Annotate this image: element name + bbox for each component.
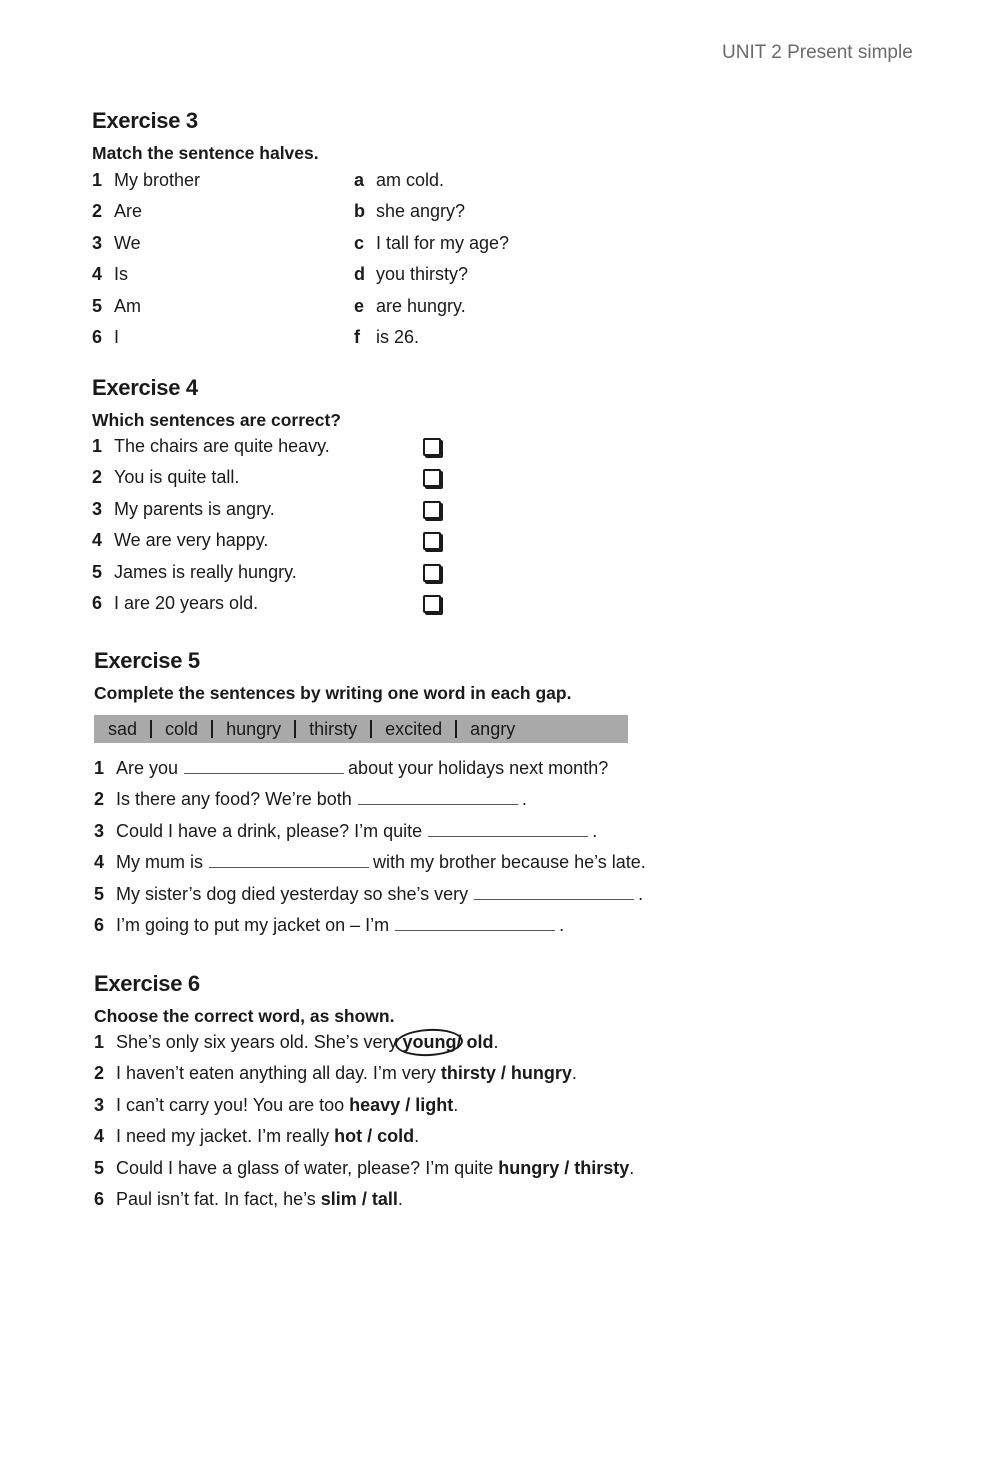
- sentence-text: I are 20 years old.: [114, 592, 259, 613]
- sentence-end: .: [629, 1157, 635, 1178]
- sentence-start: I: [114, 326, 120, 347]
- exercise-6-instruction: Choose the correct word, as shown.: [94, 1006, 395, 1026]
- sentence-end: .: [414, 1126, 420, 1147]
- item-number: 5: [92, 561, 103, 582]
- list-item: [94, 910, 854, 941]
- list-item: [94, 1184, 854, 1215]
- sentence-before: My mum is: [116, 852, 203, 873]
- list-item: [92, 431, 852, 462]
- list-item: [94, 753, 854, 784]
- item-letter: a: [354, 170, 365, 190]
- option-one[interactable]: hungry: [498, 1157, 560, 1178]
- sentence-end: .: [397, 1188, 403, 1209]
- answer-gap[interactable]: [428, 818, 588, 837]
- word-box-item: cold: [165, 718, 199, 739]
- option-one[interactable]: thirsty: [440, 1063, 496, 1084]
- sentence-end: are hungry.: [376, 295, 466, 316]
- sentence-before: Could I have a drink, please? I’m quite: [116, 820, 423, 841]
- option-one[interactable]: slim: [320, 1188, 357, 1209]
- option-one-circled[interactable]: young: [402, 1032, 457, 1052]
- answer-gap[interactable]: [474, 881, 634, 900]
- sentence-start: My brother: [114, 170, 201, 190]
- item-number: 4: [94, 1126, 105, 1147]
- sentence-after: .: [559, 914, 565, 935]
- item-number: 4: [94, 852, 105, 873]
- answer-checkbox[interactable]: [423, 501, 441, 519]
- option-slash: /: [361, 1188, 367, 1209]
- match-list: [92, 165, 852, 353]
- item-number: 3: [94, 820, 105, 841]
- answer-checkbox[interactable]: [423, 469, 441, 487]
- sentence-end: .: [453, 1094, 459, 1115]
- list-item: [92, 525, 852, 556]
- sentence-text: The chairs are quite heavy.: [114, 436, 330, 456]
- answer-gap[interactable]: [184, 755, 344, 774]
- list-item: [94, 816, 854, 847]
- sentence-before: Paul isn’t fat. In fact, he’s: [116, 1188, 316, 1209]
- sentence-start: Is: [114, 264, 129, 285]
- option-slash: /: [564, 1157, 570, 1178]
- item-number: 6: [92, 592, 103, 613]
- word-box: [94, 715, 628, 743]
- sentence-start: Am: [114, 295, 141, 316]
- item-number: 2: [92, 201, 103, 222]
- option-slash: /: [456, 1032, 462, 1052]
- exercise-4: [92, 375, 852, 619]
- item-number: 6: [94, 1188, 105, 1209]
- list-item: [92, 588, 852, 619]
- item-number: 5: [92, 295, 103, 316]
- match-row: [92, 259, 852, 290]
- sentence-before: Could I have a glass of water, please? I’m quite: [116, 1157, 494, 1178]
- sentence-end: I tall for my age?: [376, 232, 510, 253]
- option-two[interactable]: tall: [371, 1188, 398, 1209]
- word-box-item: sad: [108, 718, 138, 739]
- option-two[interactable]: hungry: [510, 1063, 572, 1084]
- word-box-item: hungry: [226, 718, 282, 739]
- item-letter: c: [354, 232, 365, 253]
- answer-checkbox[interactable]: [423, 532, 441, 550]
- sentence-after: .: [638, 883, 644, 904]
- option-slash: /: [500, 1063, 506, 1084]
- sentence-before: I’m going to put my jacket on – I’m: [116, 914, 390, 935]
- answer-checkbox[interactable]: [423, 438, 441, 456]
- sentence-before: My sister’s dog died yesterday so she’s very: [116, 883, 469, 904]
- option-two[interactable]: light: [415, 1094, 454, 1115]
- item-number: 1: [94, 758, 105, 778]
- exercise-6-title: Exercise 6: [94, 971, 200, 996]
- exercise-6: [94, 971, 854, 1215]
- item-number: 5: [94, 883, 105, 904]
- list-item: [94, 1121, 854, 1152]
- sentence-end: .: [571, 1063, 577, 1084]
- exercise-5-title: Exercise 5: [94, 648, 200, 673]
- item-number: 6: [94, 914, 105, 935]
- answer-gap[interactable]: [358, 786, 518, 805]
- answer-gap[interactable]: [209, 849, 369, 868]
- word-box-item: angry: [470, 718, 516, 739]
- sentence-before: She’s only six years old. She’s very: [116, 1032, 398, 1052]
- answer-checkbox[interactable]: [423, 564, 441, 582]
- exercise-3-instruction: Match the sentence halves.: [92, 143, 319, 163]
- exercise-4-instruction: Which sentences are correct?: [92, 410, 341, 430]
- exercise-5: [94, 648, 854, 941]
- list-item: [94, 1027, 854, 1058]
- list-item: [92, 462, 852, 493]
- item-number: 3: [94, 1094, 105, 1115]
- sentence-after: .: [521, 789, 527, 810]
- item-number: 3: [92, 498, 103, 519]
- match-row: [92, 228, 852, 259]
- item-letter: d: [354, 264, 365, 285]
- item-number: 3: [92, 232, 103, 253]
- exercise-3: [92, 108, 852, 353]
- answer-checkbox[interactable]: [423, 595, 441, 613]
- sentence-start: We: [114, 232, 141, 253]
- list-item: [94, 1090, 854, 1121]
- exercise-5-instruction: Complete the sentences by writing one word in each gap.: [94, 683, 572, 703]
- sentence-end: .: [493, 1032, 499, 1052]
- option-one[interactable]: heavy: [349, 1094, 401, 1115]
- option-two[interactable]: old: [466, 1032, 494, 1052]
- answer-gap[interactable]: [395, 912, 555, 931]
- item-number: 5: [94, 1157, 105, 1178]
- word-box-item: thirsty: [309, 718, 358, 739]
- correct-list: [92, 431, 852, 619]
- match-row: [92, 291, 852, 322]
- sentence-before: I need my jacket. I’m really: [116, 1126, 330, 1147]
- item-letter: b: [354, 201, 365, 222]
- sentence-before: Are you: [116, 758, 179, 778]
- item-letter: f: [354, 326, 360, 347]
- sentence-text: You is quite tall.: [114, 467, 240, 488]
- sentence-text: My parents is angry.: [114, 498, 275, 519]
- choice-list: [94, 1027, 854, 1215]
- sentence-after: with my brother because he’s late.: [373, 852, 646, 873]
- item-number: 2: [94, 1063, 105, 1084]
- gap-fill-list: [94, 753, 854, 941]
- list-item: [94, 1153, 854, 1184]
- exercise-4-title: Exercise 4: [92, 375, 198, 400]
- list-item: [94, 1058, 854, 1089]
- sentence-end: is 26.: [376, 326, 420, 347]
- item-number: 1: [92, 436, 103, 456]
- item-number: 1: [92, 170, 103, 190]
- match-row: [92, 322, 852, 353]
- option-one[interactable]: hot: [334, 1126, 363, 1147]
- option-slash: /: [367, 1126, 373, 1147]
- word-box-item: excited: [385, 718, 443, 739]
- list-item: [92, 557, 852, 588]
- sentence-before: I can’t carry you! You are too: [116, 1094, 345, 1115]
- item-number: 2: [92, 467, 103, 488]
- match-row: [92, 165, 852, 196]
- exercise-3-title: Exercise 3: [92, 108, 198, 133]
- sentence-before: I haven’t eaten anything all day. I’m very: [116, 1063, 436, 1084]
- sentence-end: am cold.: [376, 170, 445, 190]
- sentence-text: We are very happy.: [114, 530, 269, 551]
- option-two[interactable]: thirsty: [574, 1157, 630, 1178]
- option-two[interactable]: cold: [377, 1126, 415, 1147]
- item-number: 1: [94, 1032, 105, 1052]
- sentence-start: Are: [114, 201, 143, 222]
- match-row: [92, 196, 852, 227]
- option-slash: /: [405, 1094, 411, 1115]
- sentence-after: about your holidays next month?: [348, 758, 609, 778]
- sentence-end: you thirsty?: [376, 264, 469, 285]
- item-number: 4: [92, 264, 103, 285]
- sentence-end: she angry?: [376, 201, 466, 222]
- item-number: 6: [92, 326, 103, 347]
- sentence-after: .: [592, 820, 598, 841]
- unit-header: UNIT 2 Present simple: [722, 42, 913, 63]
- list-item: [94, 784, 854, 815]
- list-item: [94, 879, 854, 910]
- list-item: [94, 847, 854, 878]
- item-number: 2: [94, 789, 105, 810]
- item-letter: e: [354, 295, 365, 316]
- list-item: [92, 494, 852, 525]
- sentence-before: Is there any food? We’re both: [116, 789, 352, 810]
- item-number: 4: [92, 530, 103, 551]
- sentence-text: James is really hungry.: [114, 561, 297, 582]
